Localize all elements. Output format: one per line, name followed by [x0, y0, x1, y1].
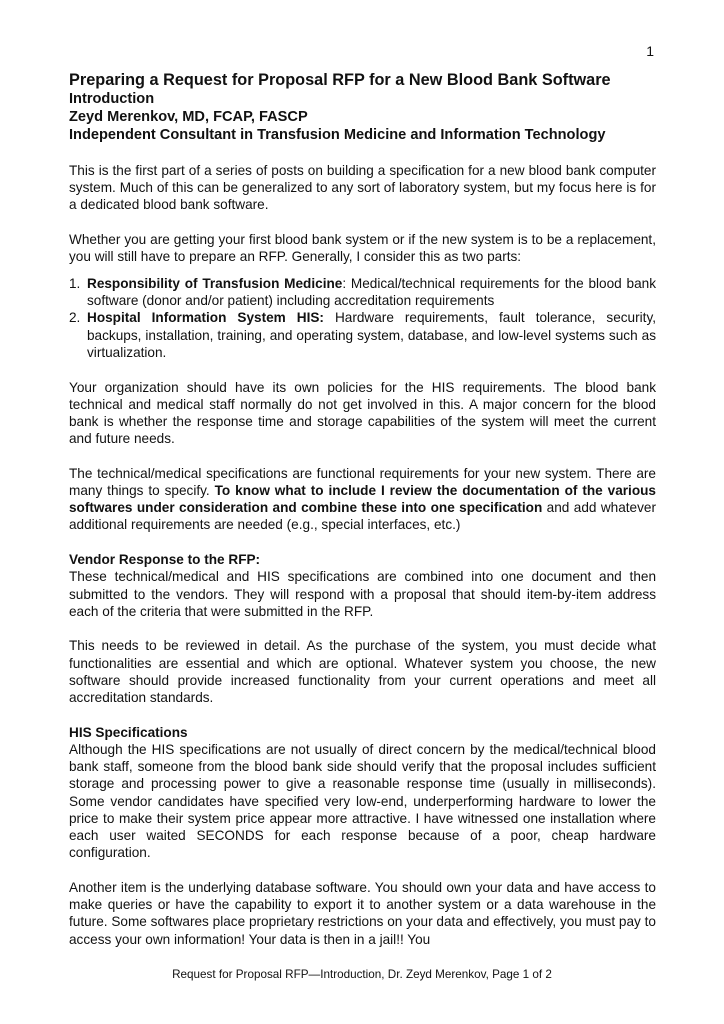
organization-paragraph: Your organization should have its own policies for the HIS requirements. The blood bank technical and medical staff normally do not get involved in this. A major concern for the blood bank is whether the response time and storage capabilities of the system will meet the current and future needs. [69, 379, 656, 447]
list-item-heading: Responsibility of Transfusion Medicine [87, 276, 343, 292]
list-item [69, 275, 656, 309]
vendor-response-heading: Vendor Response to the RFP: [69, 552, 261, 568]
list-item [69, 309, 656, 361]
vendor-response-paragraph: These technical/medical and HIS specifications are combined into one document and then submitted to the vendors. They will respond with a proposal that should item-by-item address each of the criteria that were submitted in the RFP. [69, 569, 656, 619]
document-body [69, 70, 656, 948]
list-item-text: : Medical/technical requirements for the blood bank software (donor and/or patient) including accreditation requirements [87, 276, 656, 309]
page-footer: Request for Proposal RFP—Introduction, Dr. Zeyd Merenkov, Page 1 of 2 [172, 968, 552, 981]
his-specifications-paragraph: Although the HIS specifications are not usually of direct concern by the medical/technical blood bank staff, someone from the blood bank side should verify that the proposal includes sufficient storage and processing power to give a reasonable response time (usually in milliseconds). Some vendor candidates have specified very low-end, underperforming hardware to lower the price to make their system price appear more attractive. I have witnessed one installation where each user waited SECONDS for each response because of a poor, cheap hardware configuration. [69, 741, 656, 861]
specs-text-start: The technical/medical specifications are functional requirements for your new system. There are many things to specify. [69, 465, 656, 499]
specs-emphasis: To know what to include I review the documentation of the various softwares under consideration and combine these into one specification [69, 483, 656, 516]
his-specifications-heading: HIS Specifications [69, 724, 188, 740]
document-title: Preparing a Request for Proposal RFP for a New Blood Bank Software [69, 71, 611, 89]
intro-paragraph: This is the first part of a series of posts on building a specification for a new blood bank computer system. Much of this can be generalized to any sort of laboratory system, but my focus here is for a dedicated blood bank software. [69, 162, 656, 212]
list-number: 1. [69, 276, 81, 292]
whether-paragraph: Whether you are getting your first blood bank system or if the new system is to be a replacement, you will still have to prepare an RFP. Generally, I consider this as two parts: [69, 231, 656, 264]
list-item-text: Hardware requirements, fault tolerance, security, backups, installation, training, and operating system, database, and low-level systems such as virtualization. [87, 310, 657, 360]
affiliation-line: Independent Consultant in Transfusion Medicine and Information Technology [69, 127, 606, 143]
list-item-heading: Hospital Information System HIS: [87, 310, 324, 326]
page-number: 1 [646, 43, 654, 59]
two-parts-list [69, 275, 656, 361]
specifications-paragraph [69, 465, 656, 534]
specs-text-end: and add whatever additional requirements are needed (e.g., special interfaces, etc.) [69, 500, 656, 533]
review-paragraph: This needs to be reviewed in detail. As the purchase of the system, you must decide what functionalities are essential and which are optional. Whatever system you choose, the new software should provide increased functionality from your current operations and meet all accreditation standards. [69, 638, 656, 706]
document-subtitle: Introduction [69, 91, 155, 107]
database-paragraph: Another item is the underlying database software. You should own your data and have access to make queries or have the capability to export it to another system or a data warehouse in the future. Some softwares place proprietary restrictions on your data and effectively, you must pay to access your own information! Your data is then in a jail!! You [69, 879, 656, 947]
list-number: 2. [69, 310, 81, 326]
author-line: Zeyd Merenkov, MD, FCAP, FASCP [69, 109, 308, 125]
